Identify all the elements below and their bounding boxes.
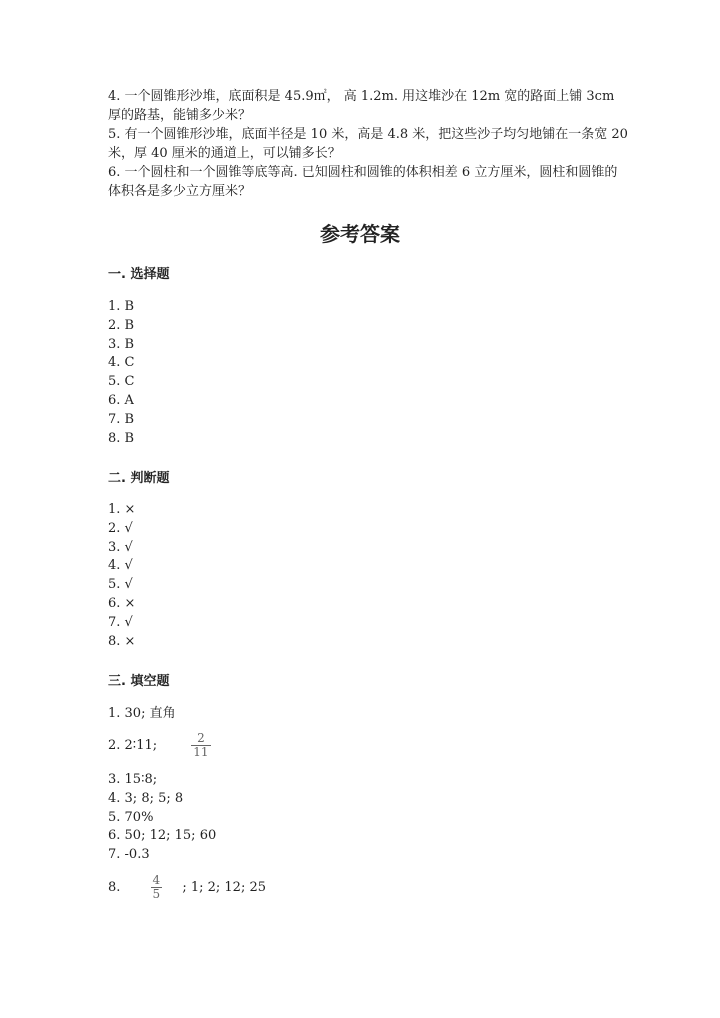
judgment-answer: 8. × (108, 633, 136, 649)
fraction-denominator: 11 (193, 745, 209, 759)
choice-answers (108, 298, 134, 448)
section-choice-heading: 一. 选择题 (108, 267, 170, 282)
fill-answer-8 (108, 874, 266, 901)
fill-answer-text: 4. 3; 8; 5; 8 (108, 790, 184, 806)
fill-answer-text: 7. -0.3 (108, 847, 150, 863)
problem-5: 5. 有一个圆锥形沙堆，底面半径是 10 米，高是 4.8 米，把这些沙子均匀地铺在一条宽 20 米，厚 40 厘米的通道上，可以铺多长？ (108, 127, 628, 161)
judgment-answer: 3. √ (108, 539, 133, 555)
fraction (151, 874, 163, 901)
problem-4: 4. 一个圆锥形沙堆，底面积是 45.9㎡， 高 1.2m. 用这堆沙在 12m 宽的路面上铺 3cm 厚的路基，能铺多少米？ (108, 89, 615, 123)
fill-answer-1 (108, 705, 176, 724)
choice-answer: 3. B (108, 336, 135, 352)
answer-title: 参考答案 (320, 222, 400, 246)
choice-answer: 1. B (108, 299, 135, 314)
fill-answer-text: ; 1; 2; 12; 25 (182, 880, 267, 895)
choice-answer: 6. A (108, 392, 134, 408)
judgment-answer: 2. √ (108, 520, 133, 536)
word-problems (108, 87, 628, 201)
fraction-numerator: 4 (152, 873, 161, 887)
choice-answer: 2. B (108, 317, 135, 333)
judgment-answer: 4. √ (108, 558, 133, 574)
fraction (191, 732, 210, 759)
section-fill-heading: 三. 填空题 (108, 674, 170, 689)
fill-answers-3-7 (108, 771, 216, 865)
fraction-denominator: 5 (152, 887, 161, 901)
problem-6: 6. 一个圆柱和一个圆锥等底等高. 已知圆柱和圆锥的体积相差 6 立方厘米，圆柱和圆锥的体积各是多少立方厘米？ (108, 165, 618, 199)
fill-answer-text: 6. 50; 12; 15; 60 (108, 828, 217, 844)
judgment-answer: 1. × (108, 502, 136, 517)
section-judgment-heading: 二. 判断题 (108, 471, 170, 486)
fill-answer-text: 1. 30; 直角 (108, 706, 176, 721)
judgment-answer: 6. × (108, 595, 136, 611)
fill-answer-text: 2. 2∶11; (108, 738, 158, 753)
choice-answer: 7. B (108, 411, 135, 427)
choice-answer: 8. B (108, 430, 135, 446)
choice-answer: 4. C (108, 355, 135, 371)
judgment-answer: 7. √ (108, 614, 133, 630)
fill-answer-text: 5. 70% (108, 809, 154, 825)
fill-answer-2 (108, 732, 211, 759)
choice-answer: 5. C (108, 374, 135, 390)
fraction-numerator: 2 (191, 732, 210, 746)
judgment-answer: 5. √ (108, 577, 133, 593)
judgment-answers (108, 501, 135, 651)
fill-answer-text: 8. (108, 880, 121, 895)
fill-answer-text: 3. 15∶8; (108, 772, 158, 787)
